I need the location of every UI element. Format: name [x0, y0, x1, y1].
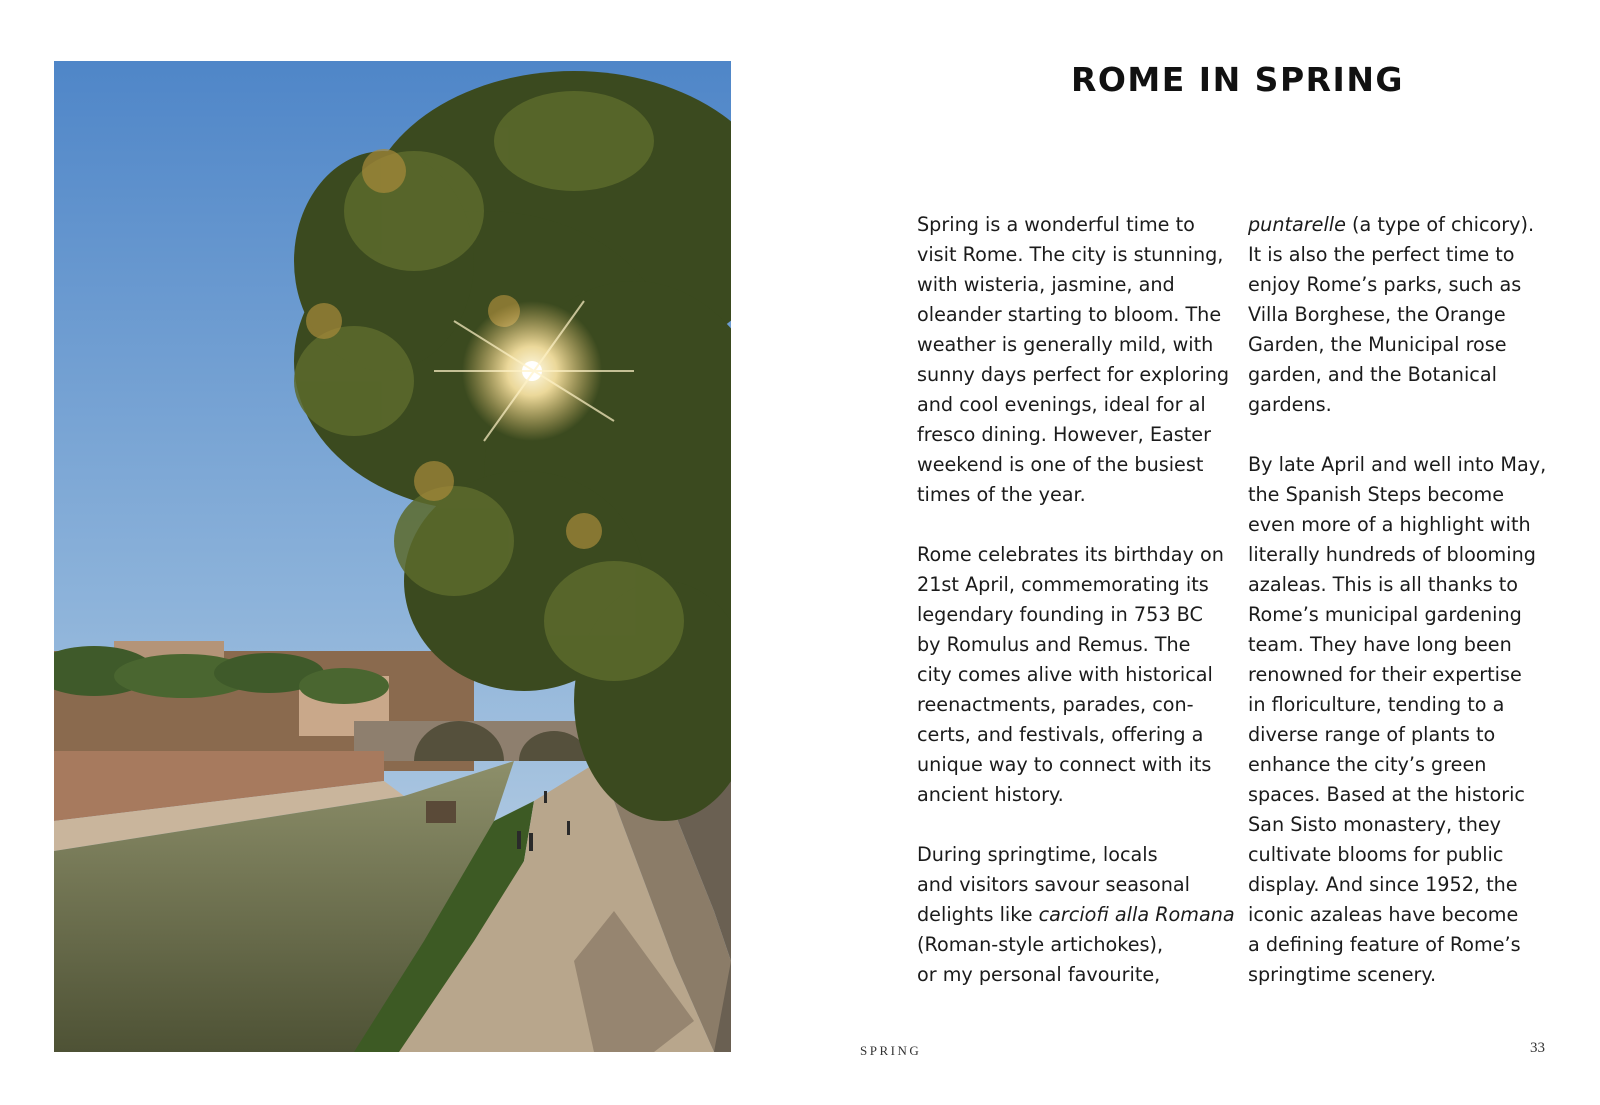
text-line: unique way to connect with its	[917, 753, 1212, 776]
text-line: weekend is one of the busiest	[917, 453, 1204, 476]
text-line: 21st April, commemorating its	[917, 573, 1209, 596]
photo-illustration	[54, 61, 731, 1052]
text-line-with-italic	[1248, 210, 1578, 240]
paragraph-seasonal-food	[917, 840, 1237, 990]
text-line: a defining feature of Rome’s	[1248, 933, 1521, 956]
paragraph-spanish-steps-azaleas	[1248, 450, 1578, 990]
text-line: ancient history.	[917, 783, 1064, 806]
text-line: with wisteria, jasmine, and	[917, 273, 1175, 296]
text-line: weather is generally mild, with	[917, 333, 1214, 356]
text-line: by Romulus and Remus. The	[917, 633, 1191, 656]
text-line: the Spanish Steps become	[1248, 483, 1505, 506]
paragraph-rome-birthday	[917, 540, 1237, 810]
text-line: By late April and well into May,	[1248, 453, 1547, 476]
text-line: in floriculture, tending to a	[1248, 693, 1505, 716]
text-line: spaces. Based at the historic	[1248, 783, 1525, 806]
text-line: It is also the perfect time to	[1248, 243, 1515, 266]
text-line: fresco dining. However, Easter	[917, 423, 1211, 446]
text-line: springtime scenery.	[1248, 963, 1437, 986]
river-photo	[54, 61, 731, 1052]
text-line: (Roman-style artichokes),	[917, 933, 1164, 956]
text-fragment: (a type of chicory).	[1345, 213, 1535, 236]
text-line: enhance the city’s green	[1248, 753, 1487, 776]
text-line: and cool evenings, ideal for al	[917, 393, 1206, 416]
text-line: Villa Borghese, the Orange	[1248, 303, 1506, 326]
text-line: even more of a highlight with	[1248, 513, 1531, 536]
text-line: certs, and festivals, offering a	[917, 723, 1204, 746]
text-line: literally hundreds of blooming	[1248, 543, 1536, 566]
text-line: and visitors savour seasonal	[917, 873, 1191, 896]
text-column-left	[917, 210, 1237, 990]
text-line: visit Rome. The city is stunning,	[917, 243, 1224, 266]
italic-dish-name: puntarelle	[1248, 213, 1346, 236]
text-line: Spring is a wonderful time to	[917, 213, 1195, 236]
text-line: team. They have long been	[1248, 633, 1512, 656]
text-line: gardens.	[1248, 393, 1332, 416]
text-line: enjoy Rome’s parks, such as	[1248, 273, 1522, 296]
paragraph-parks	[1248, 210, 1578, 420]
text-line: display. And since 1952, the	[1248, 873, 1518, 896]
text-line: During springtime, locals	[917, 843, 1158, 866]
page-number: 33	[1530, 1040, 1545, 1056]
text-line: cultivate blooms for public	[1248, 843, 1504, 866]
text-line: legendary founding in 753 BC	[917, 603, 1203, 626]
text-line: oleander starting to bloom. The	[917, 303, 1222, 326]
text-line: Rome celebrates its birthday on	[917, 543, 1224, 566]
text-line-with-italic	[917, 900, 1237, 930]
text-line: iconic azaleas have become	[1248, 903, 1519, 926]
running-footer-section: SPRING	[860, 1043, 922, 1058]
text-line: reenactments, parades, con-	[917, 693, 1194, 716]
text-fragment: delights like	[917, 903, 1039, 926]
text-line: azaleas. This is all thanks to	[1248, 573, 1519, 596]
text-line: city comes alive with historical	[917, 663, 1213, 686]
text-line: San Sisto monastery, they	[1248, 813, 1502, 836]
italic-dish-name: carciofi alla Romana	[1038, 903, 1235, 926]
text-line: times of the year.	[917, 483, 1086, 506]
paragraph-spring-intro	[917, 210, 1237, 510]
text-line: renowned for their expertise	[1248, 663, 1522, 686]
text-line: Rome’s municipal gardening	[1248, 603, 1522, 626]
text-line: sunny days perfect for exploring	[917, 363, 1230, 386]
text-line: Garden, the Municipal rose	[1248, 333, 1507, 356]
text-column-right	[1248, 210, 1578, 990]
text-line: garden, and the Botanical	[1248, 363, 1497, 386]
text-line: diverse range of plants to	[1248, 723, 1496, 746]
page-title: ROME IN SPRING	[1070, 60, 1405, 99]
text-line: or my personal favourite,	[917, 963, 1161, 986]
